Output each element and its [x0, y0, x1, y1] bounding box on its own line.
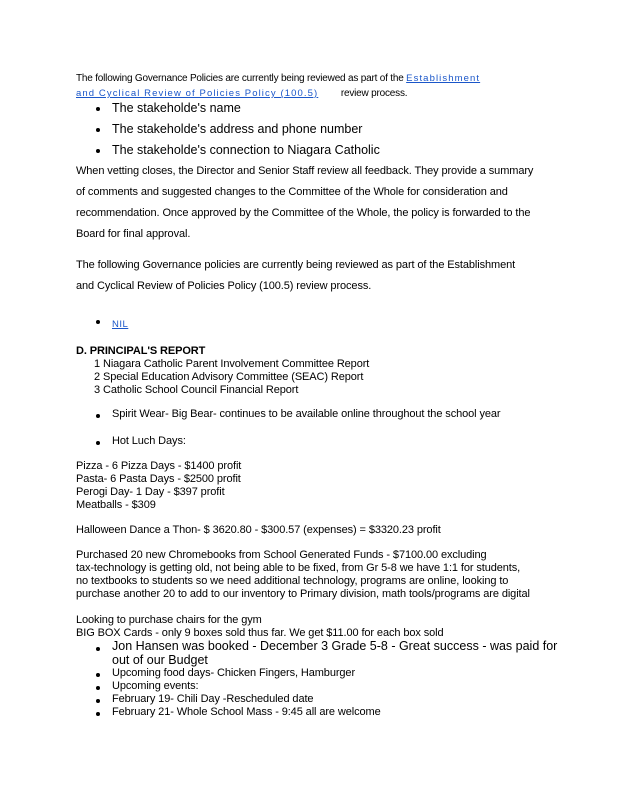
- feb19-text: February 19- Chili Day -Rescheduled date: [112, 693, 314, 705]
- chromebooks-line-4: purchase another 20 to add to our inventory to Primary division, math tools/programs are digital: [76, 588, 530, 600]
- jon-hansen-line-2: out of our Budget: [112, 653, 208, 667]
- jon-hansen-line-1: Jon Hansen was booked - December 3 Grade 5-8 - Great success - was paid for: [112, 639, 558, 653]
- report-item-2: 2 Special Education Advisory Committee (SEAC) Report: [94, 371, 364, 383]
- stakeholder-item-1: The stakeholde's name: [112, 101, 241, 115]
- hot-lunch-text: Hot Luch Days:: [112, 435, 186, 447]
- food-days-text: Upcoming food days- Chicken Fingers, Hamburger: [112, 667, 356, 679]
- chairs-text: Looking to purchase chairs for the gym: [76, 614, 262, 626]
- intro-text-before: The following Governance Policies are currently being reviewed as part of the: [76, 73, 404, 84]
- bullet: [96, 107, 100, 111]
- report-item-1: 1 Niagara Catholic Parent Involvement Committee Report: [94, 358, 370, 370]
- policy-link-line2[interactable]: and Cyclical Review of Policies Policy (100.5): [76, 88, 319, 99]
- lunch-day-3: Perogi Day- 1 Day - $397 profit: [76, 486, 225, 498]
- halloween-text: Halloween Dance a Thon- $ 3620.80 - $300.57 (expenses) = $3320.23 profit: [76, 524, 441, 536]
- bullet: [96, 128, 100, 132]
- bullet: [96, 647, 100, 651]
- bullet: [96, 673, 100, 677]
- big-box-text: BIG BOX Cards - only 9 boxes sold thus far. We get $11.00 for each box sold: [76, 627, 444, 639]
- upcoming-events-text: Upcoming events:: [112, 680, 199, 692]
- chromebooks-line-1: Purchased 20 new Chromebooks from School Generated Funds - $7100.00 excluding: [76, 549, 487, 561]
- bullet: [96, 699, 100, 703]
- intro-text-line2: [76, 88, 407, 99]
- bullet: [96, 686, 100, 690]
- bullet: [96, 414, 100, 418]
- bullet: [96, 441, 100, 445]
- stakeholder-item-3: The stakeholde's connection to Niagara Catholic: [112, 143, 380, 157]
- governance-line-1: The following Governance policies are currently being reviewed as part of the Establishment: [76, 259, 516, 271]
- intro-text-after: review process.: [340, 88, 408, 99]
- vetting-line-2: of comments and suggested changes to the Committee of the Whole for consideration and: [76, 186, 508, 198]
- spirit-wear-text: Spirit Wear- Big Bear- continues to be available online throughout the school year: [112, 408, 501, 420]
- policy-link-line1[interactable]: Establishment: [406, 73, 481, 84]
- vetting-line-4: Board for final approval.: [76, 228, 191, 240]
- chromebooks-line-2: tax-technology is getting old, not being able to be fixed, from Gr 5-8 we have 1:1 for students,: [76, 562, 521, 574]
- lunch-day-2: Pasta- 6 Pasta Days - $2500 profit: [76, 473, 241, 485]
- feb21-text: February 21- Whole School Mass - 9:45 all are welcome: [112, 706, 381, 718]
- bullet: [96, 320, 100, 324]
- lunch-day-4: Meatballs - $309: [76, 499, 156, 511]
- stakeholder-item-2: The stakeholde's address and phone number: [112, 122, 363, 136]
- vetting-line-1: When vetting closes, the Director and Senior Staff review all feedback. They provide a summary: [76, 165, 534, 177]
- bullet: [96, 149, 100, 153]
- principal-report-heading: D. PRINCIPAL'S REPORT: [76, 345, 206, 357]
- report-item-3: 3 Catholic School Council Financial Report: [94, 384, 299, 396]
- lunch-day-1: Pizza - 6 Pizza Days - $1400 profit: [76, 460, 242, 472]
- nil-link[interactable]: NIL: [112, 319, 129, 330]
- chromebooks-line-3: no textbooks to students so we need additional technology, programs are online, looking to: [76, 575, 509, 587]
- nil-item: [112, 314, 128, 332]
- governance-line-2: and Cyclical Review of Policies Policy (100.5) review process.: [76, 280, 372, 292]
- intro-text: [76, 73, 480, 84]
- vetting-line-3: recommendation. Once approved by the Committee of the Whole, the policy is forwarded to the: [76, 207, 531, 219]
- bullet: [96, 712, 100, 716]
